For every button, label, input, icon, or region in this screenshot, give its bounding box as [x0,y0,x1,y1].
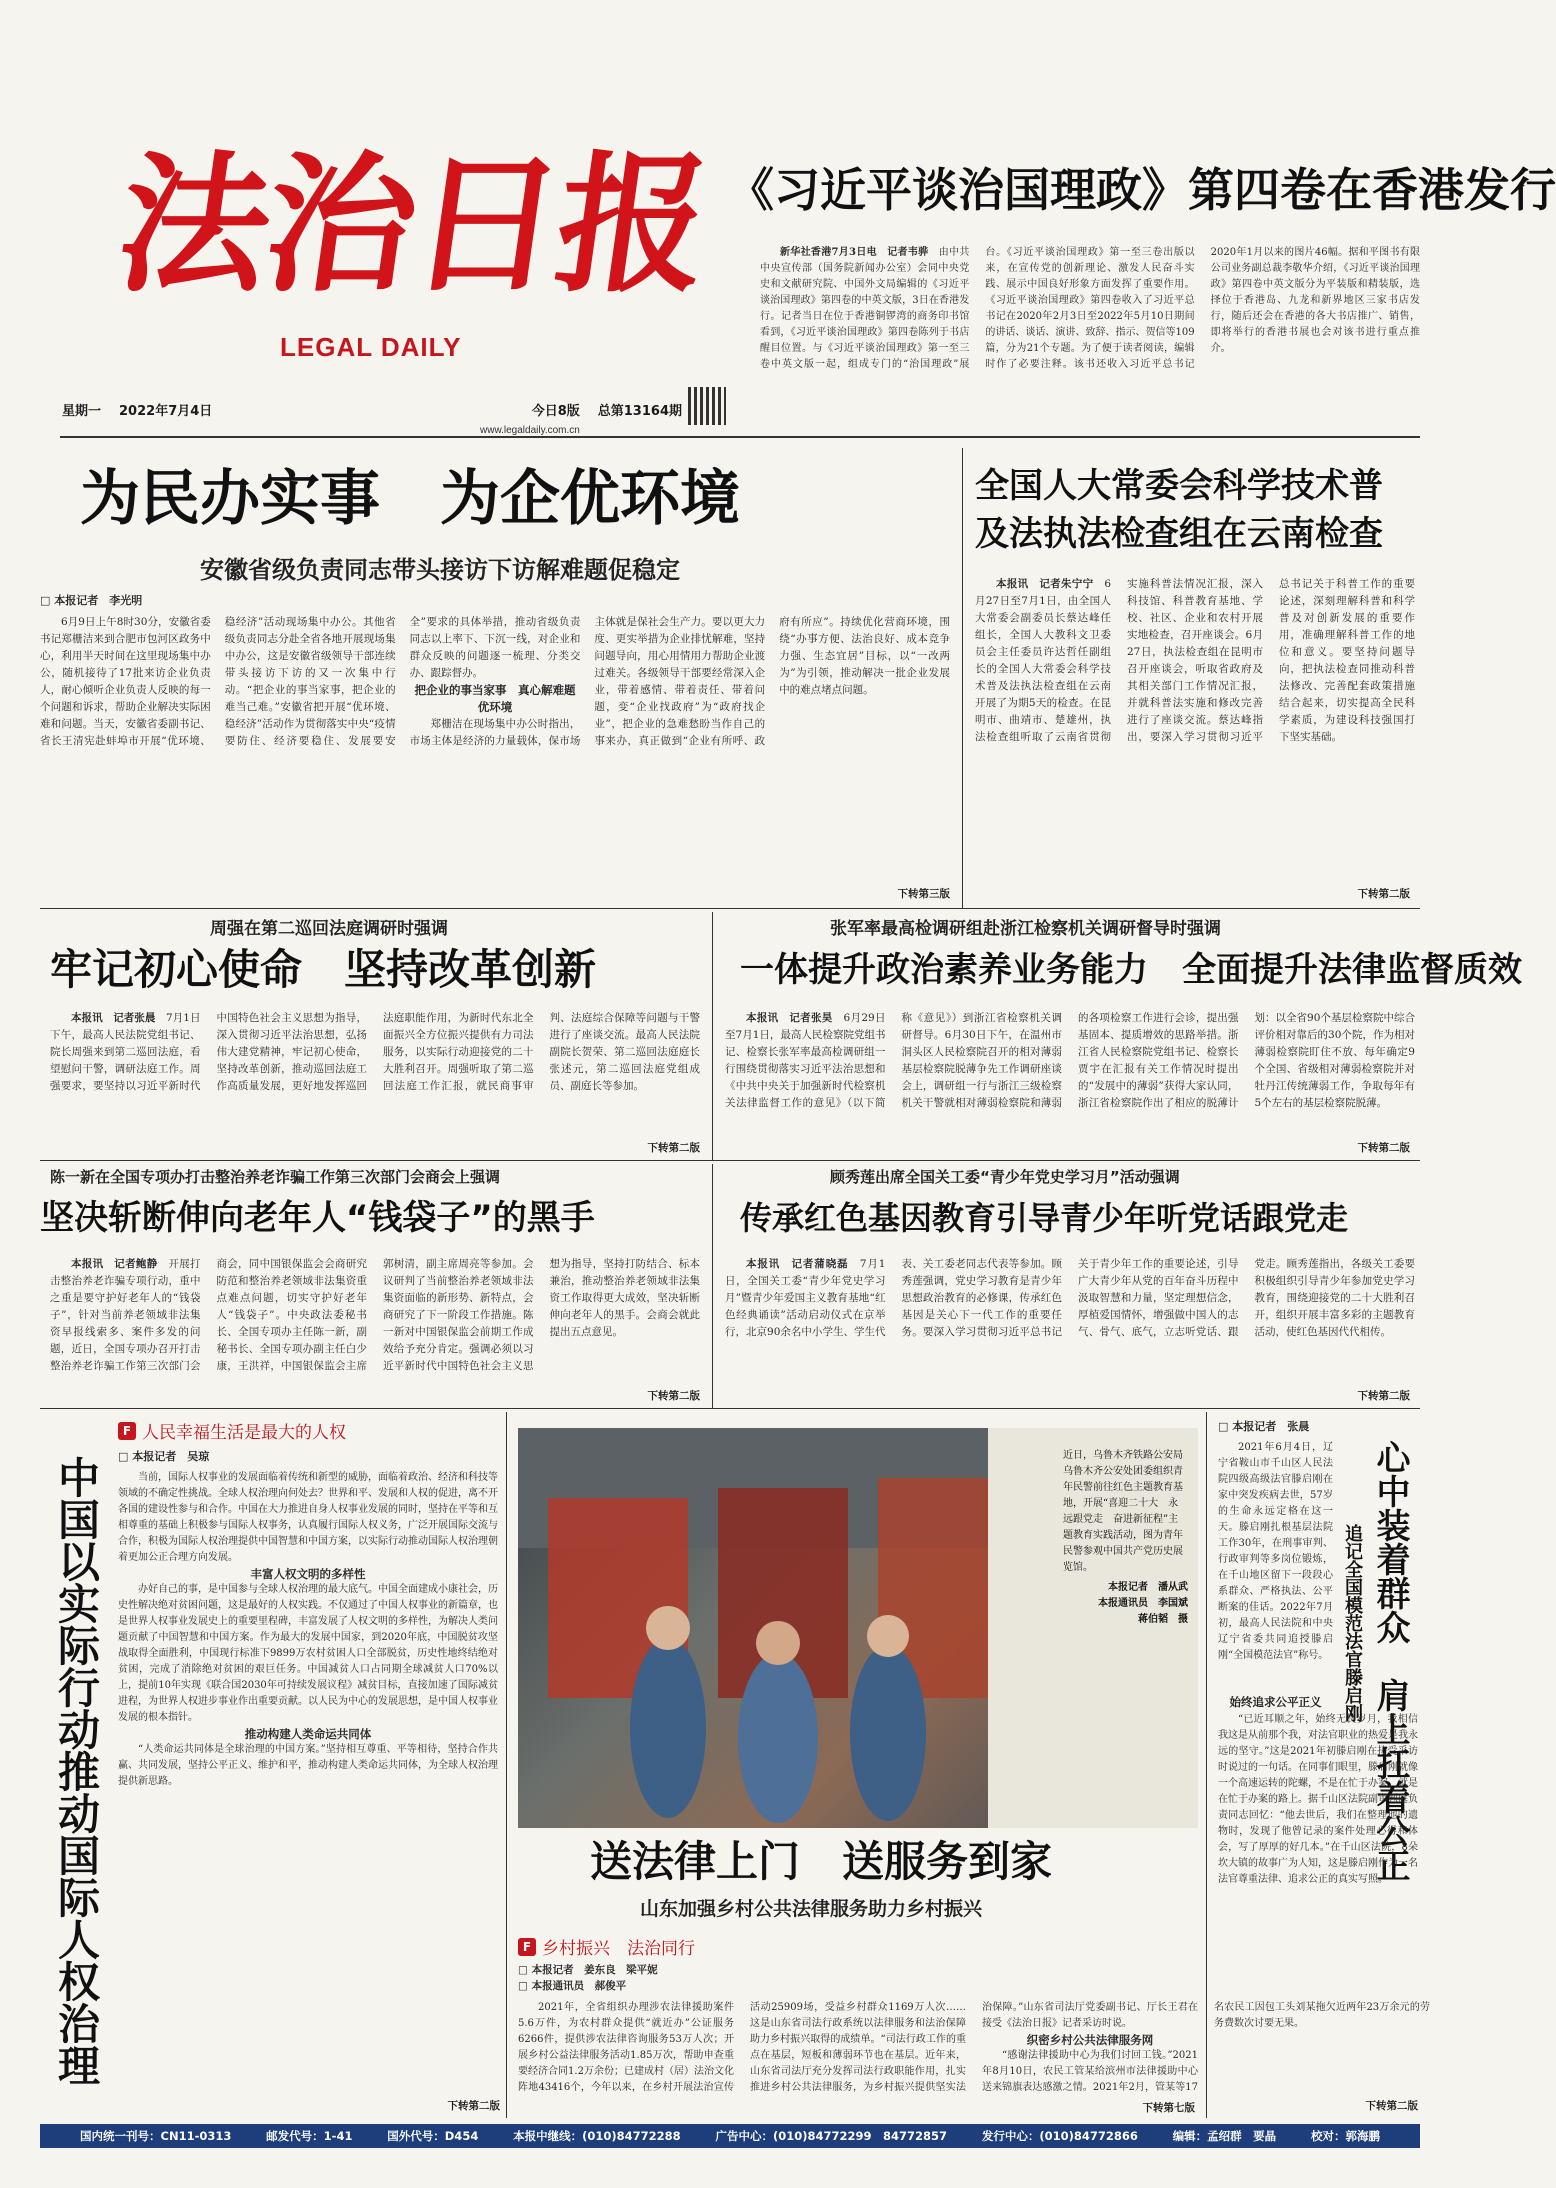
column-flag-icon: F [518,1938,536,1956]
date-bar [62,398,682,420]
judge-text-2: “已近耳顺之年，始终无畏岁月，我相信我这是从前那个我，对法官职业的热爱是我永远的坚守。”这是2021年初滕启刚在接受采访时说过的一句话。在同事们眼里，滕启刚就像一个高速运转的陀螺，不是在忙于办案，就是在忙于办案的路上。据千山区法院副审判庭负责同志回忆：“他去世后，我们在整理他的遗物时，发现了他曾记录的案件处理心得和体会，写了厚厚的好几本。”在千山区法院，8朵坎大镇的故事广为人知，这是滕启刚作为一名法官尊重法律、追求公正的真实写照。 [1218,1714,1418,1885]
weekday: 星期一 [62,403,102,419]
rights-column-tag [118,1418,346,1443]
science-text: 6月27日至7月1日，由全国人大常委会副委员长蔡达峰任组长，全国人大教科文卫委员会主任委员许达哲任副组长的全国人大常委会科学技术普及法执法检查组在云南开展了为期5天的检查。在昆明市、曲靖市、楚雄州，执法检查组听取了云南省贯彻实施科普法情况汇报，深入科技馆、科普教育基地、学校、社区、企业和农村开展实地检查，召开座谈会。6月27日，执法检查组在昆明市召开座谈会，听取省政府及其相关部门工作情况汇报，并就科普法实施和修改完善进行了座谈交流。蔡达峰指出，要深入学习贯彻习近平总书记关于科普工作的重要论述，深刻理解科普和科学普及对创新发展的重要作用，准确理解科普工作的地位和意义。要坚持问题导向，把执法检查同推动科普法修改、完善配套政策措施结合起来，切实提高全民科学素质，为建设科技强国打下坚实基础。 [975,578,1415,743]
procurate-byline: 本报讯 记者张昊 [746,1012,833,1024]
photo-caption-text: 近日，乌鲁木齐铁路公安局乌鲁木齐公安处团委组织青年民警前往红色主题教育基地，开展“喜迎二十大 永远跟党走 奋进新征程”主题教育实践活动，图为青年民警参观中国共产党历史展览馆。 [1063,1450,1183,1573]
rights-body [118,1470,498,2070]
footer-hotline: 本报中继线：(010)84772288 [513,2129,681,2143]
youth-overline: 顾秀莲出席全国关工委“青少年党史学习月”活动强调 [830,1168,1180,1186]
village-subheadline: 山东加强乡村公共法律服务助力乡村振兴 [640,1898,983,1920]
rights-section-2: 推动构建人类命运共同体 [244,1727,372,1741]
reform-text: 7月1日下午，最高人民法院党组书记、院长周强来到第二巡回法庭，看望慰问干警，调研法庭工作。周强要求，要坚持以习近平新时代中国特色社会主义思想为指导，深入贯彻习近平法治思想，弘扬伟大建党精神，牢记初心使命，坚持改革创新，推动巡回法庭工作高质量发展，更好地发挥巡回法庭职能作用，为新时代东北全面振兴全方位振兴提供有力司法服务，以实际行动迎接党的二十大胜利召开。周强听取了第二巡回法庭工作汇报，就民商事审判、法庭综合保障等问题与干警进行了座谈交流。最高人民法院副院长贺荣、第二巡回法庭庭长张述元，第二巡回法庭党组成员、副庭长等参加。 [50,1012,700,1092]
footer-dist: 发行中心：(010)84772866 [981,2129,1138,2143]
rights-headline: 中国以实际行动推动国际人权治理 [52,1456,101,2086]
top-story-byline: 新华社香港7月3日电 记者韦骅 [780,247,929,258]
judge-turn: 下转第二版 [1365,2100,1418,2112]
elder-overline: 陈一新在全国专项办打击整治养老诈骗工作第三次部门会商会上强调 [50,1168,501,1186]
village-byline-1: □ 本报记者 姜东良 梁平妮 [518,1964,658,1976]
village-section-1: 织密乡村公共法律服务网 [1026,2033,1154,2047]
column-flag-icon: F [118,1422,136,1440]
judge-body-top [1218,1440,1333,1680]
issue-number: 总第13164期 [597,403,682,419]
top-story-headline: 《习近平谈治国理政》第四卷在香港发行 [728,163,1556,217]
science-body [975,576,1415,881]
village-headline: 送法律上门 送服务到家 [590,1837,1053,1886]
elder-body [50,1256,700,1396]
rights-byline: □ 本报记者 吴琼 [118,1450,210,1463]
youth-turn: 下转第二版 [1357,1390,1410,1402]
village-column-label: 乡村振兴 法治同行 [542,1939,695,1959]
rights-text-3: “人类命运共同体是全球治理的中国方案。”坚持相互尊重、平等相待，坚持合作共赢、共同发展，坚持公平正义、维护和平，推动构建人类命运共同体，为全球人权治理提供新思路。 [118,1744,498,1787]
footer-ads: 广告中心：(010)84772299 84772857 [715,2129,948,2143]
footer-post: 邮发代号：1-41 [266,2129,353,2143]
science-headline: 全国人大常委会科学技术普及法执法检查组在云南检查 [975,466,1383,554]
village-turn: 下转第七版 [1142,2102,1195,2114]
footer-editor: 编辑：孟绍群 要晶 [1172,2129,1277,2143]
youth-byline: 本报讯 记者蒲晓磊 [746,1258,849,1270]
rights-column-label: 人民幸福生活是最大的人权 [142,1423,346,1443]
qr-code [688,387,726,425]
judge-section-1: 始终追求公平正义 [1229,1695,1322,1709]
page-count: 今日8版 [531,403,580,419]
judge-body-bottom [1218,1712,1418,2096]
rights-section-1: 丰富人权文明的多样性 [250,1567,366,1581]
lead-text-1: 6月9日上午8时30分，安徽省委书记郑栅洁来到合肥市包河区政务中心，利用半天时间在这里现场集中办公，随机接待了17批来访企业负责人，耐心倾听企业负责人反映的每一个问题和诉求，帮助企业解决实际困难和问题。当天，安徽省委副书记、省长王清宪赴蚌埠市开展“优环境、稳经济”活动现场集中办公。其他省级负责同志分赴全省各地开展现场集中办公，这是安徽省级领导干部连续带头接访下访的又一次集中行动。“把企业的事当家事，把企业的难当己难。”安徽省把开展“优环境、稳经济”活动作为贯彻落实中央“疫情要防住、经济要稳住、发展要安全”要求的具体举措，推动省级负责同志以上率下、下沉一线，对企业和群众反映的问题逐一梳理、分类交办、跟踪督办。 [40,616,581,747]
judge-text-1: 2021年6月4日，辽宁省鞍山市千山区人民法院四级高级法官滕启刚在家中突发疾病去世，57岁的生命永远定格在这一天。滕启刚扎根基层法院工作30年，在刑事审判、行政审判等多岗位锻炼，在千山地区留下一段段心系群众、严格执法、公平断案的佳话。2022年7月初，最高人民法院和中央辽宁省委共同追授滕启刚“全国模范法官”称号。 [1218,1442,1333,1661]
youth-body [725,1256,1415,1396]
judge-subheadline: 追记全国模范法官滕启刚 [1342,1524,1363,1722]
youth-text: 7月1日，全国关工委“青少年党史学习月”暨青少年爱国主义教育基地“红色经典诵读”活动启动仪式在京举行，北京90余名中小学生、学生代表、关工委老同志代表等参加。顾秀莲强调，党史学习教育是青少年思想政治教育的必修课，传承红色基因是关心下一代工作的重要任务。要深入学习贯彻习近平总书记关于青少年工作的重要论述，引导广大青少年从党的百年奋斗历程中汲取智慧和力量，坚定理想信念，厚植爱国情怀，增强做中国人的志气、骨气、底气，立志听党话、跟党走。顾秀莲指出，各级关工委要积极组织引导青少年参加党史学习教育，围绕迎接党的二十大胜利召开，组织开展丰富多彩的主题教育活动，使红色基因代代相传。 [725,1258,1415,1338]
lead-body [40,614,950,884]
procurate-headline: 一体提升政治素养业务能力 全面提升法律监督质效 [740,950,1522,990]
footer-proof: 校对：郭海鹏 [1311,2129,1380,2143]
village-text-2: “感谢法律援助中心为我们讨回工钱。”2021年8月10日，农民工管某给滨州市法律援助中心送来锦旗表达感激之情。2021年2月，管某等17名农民工因包工头刘某拖欠近两年23万余元的劳务费数次讨要无果。 [982,2002,1430,2093]
top-story-body [760,245,1420,430]
photo-credit-2: 本报通讯员 李国斌 [1098,1598,1188,1609]
footer-cn: 国内统一刊号：CN11-0313 [80,2129,232,2143]
rights-text-2: 办好自己的事，是中国参与全球人权治理的最大底气。中国全面建成小康社会，历史性解决绝对贫困问题，这是最好的人权实践。不仅通过了中国人权事业的新篇章，也是世界人权事业发展史上的重要里程碑，丰富发展了人权文明的多样性，为解决人类问题贡献了中国智慧和中国方案。作为最大的发展中国家，到2020年底，中国脱贫攻坚战取得全面胜利，中国现行标准下9899万农村贫困人口全部脱贫，历史性地终结绝对贫困，完成了消除绝对贫困的艰巨任务。中国减贫人口占同期全球减贫人口70%以上，提前10年实现《联合国2030年可持续发展议程》减贫目标，直接加速了国际减贫进程，为世界人权进步事业作出重要贡献。以人民为中心的发展思想，是中国人权事业发展的根本指针。 [118,1584,498,1723]
village-byline-2: □ 本报通讯员 郝俊平 [518,1980,627,1992]
photo-credit-3: 蒋伯韬 摄 [1138,1614,1188,1625]
procurate-text: 6月29日至7月1日，最高人民检察院党组书记、检察长张军率最高检调研组一行围绕贯彻落实习近平法治思想和《中共中央关于加强新时代检察机关法律监督工作的意见》（以下简称《意见》）到浙江省检察机关调研督导。6月30日下午，在温州市洞头区人民检察院召开的相对薄弱基层检察院脱薄争先工作调研座谈会上，调研组一行与浙江三级检察机关干警就相对薄弱检察院和薄弱的各项检察工作进行会诊，提出强基固本、提质增效的思路举措。浙江省人民检察院党组书记、检察长贾宇在汇报有关工作情况时提出的“发展中的薄弱”获得大家认同，浙江省检察院作出了相应的脱薄计划：以全省90个基层检察院中综合评价相对靠后的30个院，作为相对薄弱检察院盯住不放、每年确定9个全国、省级相对薄弱检察院并对牡丹江传统薄弱工作，争取每年有5个左右的基层检察院脱薄。 [725,1012,1415,1109]
judge-byline: □ 本报记者 张晨 [1218,1420,1310,1433]
issue-date: 2022年7月4日 [119,403,213,419]
reform-overline: 周强在第二巡回法庭调研时强调 [210,919,448,939]
lead-text-2: 郑栅洁在现场集中办公时指出，市场主体是经济的力量载体，保市场主体就是保社会生产力。要以更大力度、更实举措为企业排忧解难，坚持问题导向，用心用情用力帮助企业渡过难关。各级领导干部要经常深入企业，带着感情、带着责任、带着问题，变“企业找政府”为“政府找企业”，把企业的急难愁盼当作自己的事来办，真正做到“企业有所呼、政府有所应”。持续优化营商环境，围绕“办事方便、法治良好、成本竞争力强、生态宜居”目标，以“一改两为”为引领，推动解决一批企业发展中的难点堵点问题。 [409,616,950,747]
rights-text-1: 当前，国际人权事业的发展面临着传统和新型的威胁，面临着政治、经济和科技等领域的不确定性挑战。全球人权治理向何处去？世界和平、发展和人权的促进，离不开各国的建设性参与和合作。中国在大力推进自身人权事业发展的同时，坚持在平等和互相尊重的基础上积极参与国际人权事务，认真履行国际人权义务，广泛开展国际交流与合作，积极为国际人权治理提供中国智慧和中国方案，以实际行动推动国际人权治理朝着更加公正合理方向发展。 [118,1472,498,1563]
science-byline: 本报讯 记者朱宁宁 [996,578,1094,590]
footer-foreign: 国外代号：D454 [387,2129,479,2143]
photo-credit-1: 本报记者 潘从武 [1108,1582,1188,1593]
reform-body [50,1010,700,1140]
photo-caption [1063,1448,1188,1628]
reform-headline: 牢记初心使命 坚持改革创新 [50,945,597,994]
lead-headline: 为民办实事 为企优环境 [80,464,740,534]
judge-headline: 心中装着群众 肩上扛着公正 [1370,1440,1410,1882]
masthead [107,137,717,400]
lead-turn: 下转第三版 [897,888,950,900]
masthead-english: LEGAL DAILY [280,332,462,362]
lead-subheadline: 安徽省级负责同志带头接访下访解难题促稳定 [200,556,680,584]
reform-turn: 下转第二版 [647,1142,700,1154]
village-text-1: 2021年，全省组织办理涉农法律援助案件5.6万件，为农村群众提供“就近办”公证服务6266件，提供涉农法律咨询服务53万人次；开展乡村公益法律服务活动1.85万次，帮助申查重要经济合同1.2万余份；已建成村（居）法治文化阵地43416个，今年以来，在乡村开展法治宣传活动25909场，受益乡村群众1169万人次……这是山东省司法行政系统以法律服务和法治保障助力乡村振兴取得的成绩单。“司法行政工作的重点在基层，短板和薄弱环节也在基层。近年来，山东省司法厅充分发挥司法行政职能作用，扎实推进乡村公共法律服务，为乡村振兴提供坚实法治保障。”山东省司法厅党委副书记、厅长王君在接受《法治日报》记者采访时说。 [518,2002,1198,2093]
elder-headline: 坚决斩断伸向老年人“钱袋子”的黑手 [40,1198,595,1238]
elder-byline: 本报讯 记者鲍静 [71,1258,158,1270]
reform-byline: 本报讯 记者张晨 [71,1012,156,1024]
lead-byline: □ 本报记者 李光明 [40,594,143,607]
masthead-title: 法治日报 [107,137,717,313]
lead-section-1: 把企业的事当家事 真心解难题优环境 [414,683,576,714]
rights-turn: 下转第二版 [447,2100,500,2112]
procurate-body [725,1010,1415,1140]
science-turn: 下转第二版 [1357,888,1410,900]
elder-text: 开展打击整治养老诈骗专项行动，重中之重是要守护好老年人的“钱袋子”，针对当前养老领域非法集资早报线索多、案件多发的问题，近日，全国专项办召开打击整治养老诈骗工作第三次部门会商会，同中国银保监会会商研究防范和整治养老领域非法集资重点难点问题，切实守护好老年人“钱袋子”。中央政法委秘书长、全国专项办主任陈一新，副秘书长、全国专项办副主任白少康，王洪祥，中国银保监会主席郭树清，副主席周亮等参加。会议研判了当前整治养老领域非法集资面临的新形势、新特点，会商研究了下一阶段工作措施。陈一新对中国银保监会前期工作成效给予充分肯定。强调必须以习近平新时代中国特色社会主义思想为指导，坚持打防结合、标本兼治，推动整治养老领域非法集资工作取得更大成效，坚决斩断伸向老年人的黑手。会商会就此提出五点意见。 [50,1258,700,1372]
procurate-turn: 下转第二版 [1357,1142,1410,1154]
elder-turn: 下转第二版 [647,1390,700,1402]
village-column-tag [518,1934,695,1959]
procurate-overline: 张军率最高检调研组赴浙江检察机关调研督导时强调 [830,919,1221,939]
footer-bar [40,2124,1420,2148]
top-story-text: 由中共中央宣传部（国务院新闻办公室）会同中央党史和文献研究院、中国外文局编辑的《习近平谈治国理政》第四卷的中英文版，3日在香港发行。记者当日在位于香港铜锣湾的商务印书馆看到，《习近平谈治国理政》第四卷陈列于书店醒目位置。与《习近平谈治国理政》第一至三卷中英文版一起，组成专门的“治国理政”展台。《习近平谈治国理政》第一至三卷出版以来，在宣传党的创新理论、激发人民奋斗实践、展示中国良好形象方面发挥了重要作用。《习近平谈治国理政》第四卷收入了习近平总书记在2020年2月3日至2022年5月10日期间的讲话、谈话、演讲、致辞、指示、贺信等109篇，分为21个专题。为了便于读者阅读，编辑时作了必要注释。该书还收入习近平总书记2020年1月以来的图片46幅。据和平图书有限公司业务副总裁李敬华介绍，《习近平谈治国理政》第四卷中英文版分为平装版和精装版，选择位于香港岛、九龙和新界地区三家书店发行，随后还会在香港的各大书店推广、销售，即将举行的香港书展也会对该书进行重点推介。 [760,247,1420,370]
village-bylines [518,1962,728,1994]
website[interactable]: www.legaldaily.com.cn [480,425,580,436]
news-photo [518,1428,1198,1828]
youth-headline: 传承红色基因教育引导青少年听党话跟党走 [740,1199,1349,1237]
